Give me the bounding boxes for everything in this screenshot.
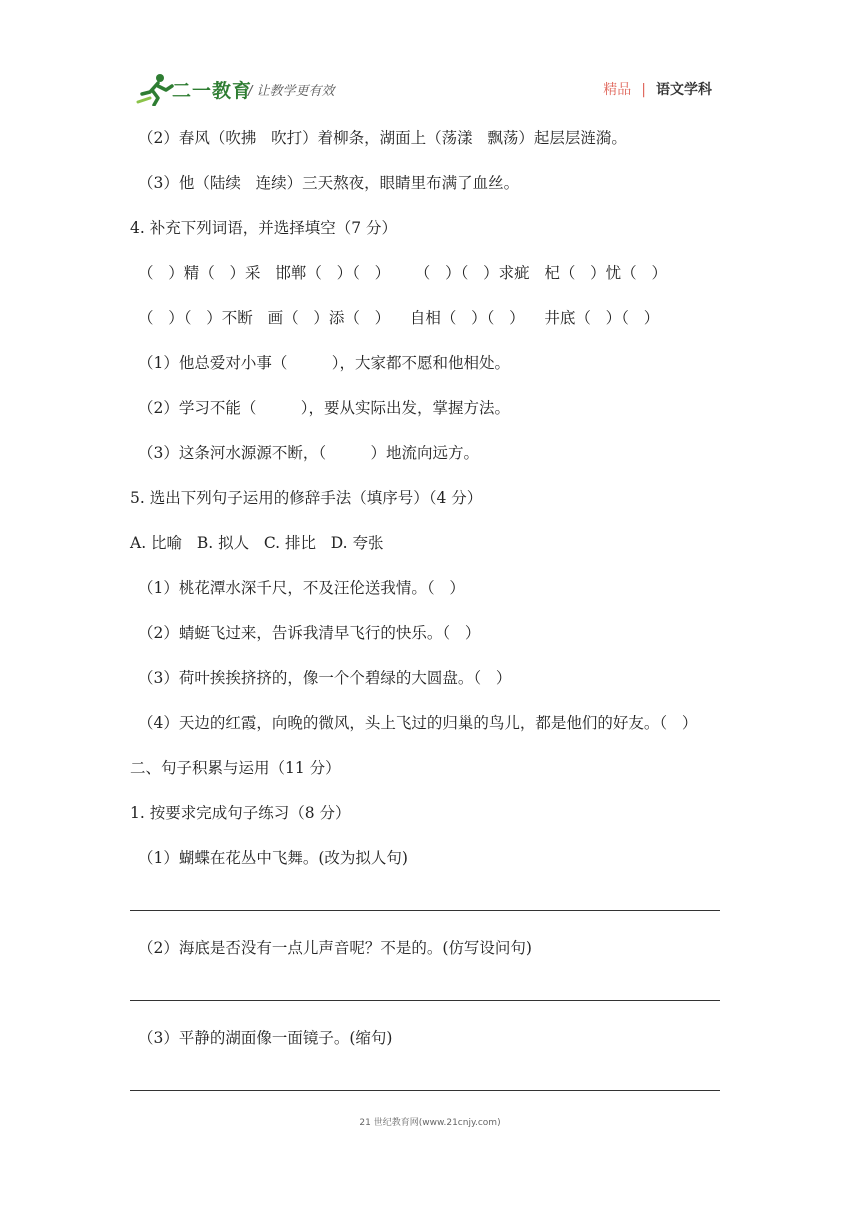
header-tags: [603, 79, 712, 99]
answer-line[interactable]: [130, 1090, 720, 1091]
question-line: （1）蝴蝶在花丛中飞舞。(改为拟人句): [138, 849, 408, 867]
premium-tag: 精品: [603, 82, 632, 98]
brand-slogan: / 让教学更有效: [248, 84, 335, 99]
brand-name: 二一教育: [172, 80, 253, 102]
question-line: （3）他（陆续 连续）三天熬夜，眼睛里布满了血丝。: [138, 174, 520, 192]
question-line: （2）海底是否没有一点儿声音呢？不是的。(仿写设问句): [138, 939, 532, 957]
idiom-row: （ ）精（ ）采 邯郸（ ）（ ） （ ）（ ）求疵 杞（ ）忧（ ）: [138, 264, 667, 282]
question-line: （3）平静的湖面像一面镜子。(缩句): [138, 1029, 393, 1047]
page-header: [130, 70, 720, 110]
part-heading: 二、句子积累与运用（11 分）: [130, 759, 341, 777]
page-footer: 21 世纪教育网(www.21cnjy.com): [359, 1118, 501, 1128]
question-line: （3）这条河水源源不断，（ ）地流向远方。: [138, 444, 479, 462]
idiom-row: （ ）（ ）不断 画（ ）添（ ） 自相（ ）（ ） 井底（ ）（ ）: [138, 309, 660, 327]
answer-line[interactable]: [130, 910, 720, 911]
header-divider: |: [641, 82, 646, 98]
subject-tag: 语文学科: [656, 82, 712, 98]
question-line: （1）他总爱对小事（ ），大家都不愿和他相处。: [138, 354, 510, 372]
question-line: （2）蜻蜓飞过来，告诉我清早飞行的快乐。（ ）: [138, 624, 481, 642]
question-line: （4）天边的红霞，向晚的微风，头上飞过的归巢的鸟儿，都是他们的好友。（ ）: [138, 714, 698, 732]
question-line: （1）桃花潭水深千尺，不及汪伦送我情。（ ）: [138, 579, 465, 597]
section-heading: 4. 补充下列词语，并选择填空（7 分）: [130, 219, 398, 237]
options-line: A. 比喻 B. 拟人 C. 排比 D. 夸张: [130, 534, 384, 552]
section-heading: 5. 选出下列句子运用的修辞手法（填序号）（4 分）: [130, 489, 483, 507]
question-line: （2）学习不能（ ），要从实际出发，掌握方法。: [138, 399, 510, 417]
answer-line[interactable]: [130, 1000, 720, 1001]
question-line: （2）春风（吹拂 吹打）着柳条，湖面上（荡漾 飘荡）起层层涟漪。: [138, 129, 627, 147]
section-heading: 1. 按要求完成句子练习（8 分）: [130, 804, 351, 822]
question-line: （3）荷叶挨挨挤挤的，像一个个碧绿的大圆盘。（ ）: [138, 669, 512, 687]
